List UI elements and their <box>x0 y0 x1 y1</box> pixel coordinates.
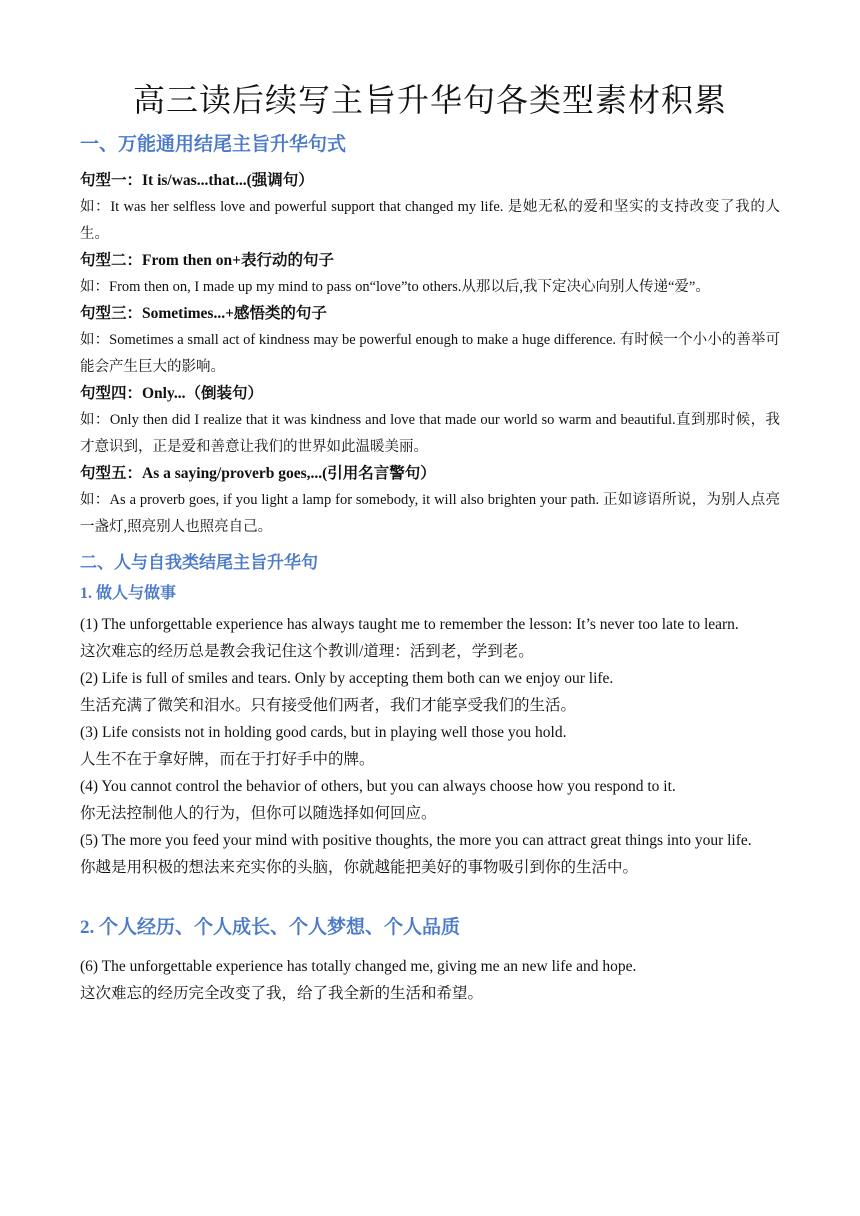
pattern-block <box>80 463 780 541</box>
list-item <box>80 611 780 665</box>
pattern-example: 如：From then on, I made up my mind to pass on“love”to others.从那以后,我下定决心向别人传递“爱”。 <box>80 279 710 295</box>
english-sentence: (6) The unforgettable experience has totally changed me, giving me an new life and hope. <box>80 958 637 975</box>
section2-heading: 二、人与自我类结尾主旨升华句 <box>80 553 318 572</box>
pattern-title: 句型二：From then on+表行动的句子 <box>80 252 334 269</box>
pattern-title: 句型四：Only...（倒装句） <box>80 385 264 402</box>
chinese-translation: 人生不在于拿好牌，而在于打好手中的牌。 <box>80 751 375 768</box>
english-sentence: (3) Life consists not in holding good cards, but in playing well those you hold. <box>80 724 567 741</box>
subsection1-heading: 1. 做人与做事 <box>80 585 177 602</box>
document-page <box>80 78 780 1007</box>
pattern-example: 如：Sometimes a small act of kindness may be powerful enough to make a huge difference. 有时候一个小小的善举可能会产生巨大的影响。 <box>80 332 780 375</box>
pattern-example: 如：As a proverb goes, if you light a lamp for somebody, it will also brighten your path. 正如谚语所说，为别人点亮一盏灯,照亮别人也照亮自己。 <box>80 492 780 535</box>
chinese-translation: 你越是用积极的想法来充实你的头脑，你就越能把美好的事物吸引到你的生活中。 <box>80 859 639 876</box>
chinese-translation: 你无法控制他人的行为，但你可以随选择如何回应。 <box>80 805 437 822</box>
list-item <box>80 773 780 827</box>
section1-heading: 一、万能通用结尾主旨升华句式 <box>80 134 347 155</box>
chinese-translation: 这次难忘的经历总是教会我记住这个教训/道理：活到老，学到老。 <box>80 643 534 660</box>
page-title: 高三读后续写主旨升华句各类型素材积累 <box>132 82 727 118</box>
english-sentence: (4) You cannot control the behavior of others, but you can always choose how you respond to it. <box>80 778 676 795</box>
list-item <box>80 827 780 881</box>
subsection2-heading: 2. 个人经历、个人成长、个人梦想、个人品质 <box>80 917 461 938</box>
pattern-example: 如：It was her selfless love and powerful support that changed my life. 是她无私的爱和坚实的支持改变了我的人生。 <box>80 199 780 242</box>
pattern-example: 如：Only then did I realize that it was kindness and love that made our world so warm and beautiful.直到那时候，我才意识到，正是爱和善意让我们的世界如此温暖美丽。 <box>80 412 780 455</box>
pattern-title: 句型三：Sometimes...+感悟类的句子 <box>80 305 327 322</box>
english-sentence: (2) Life is full of smiles and tears. Only by accepting them both can we enjoy our life. <box>80 670 614 687</box>
pattern-block <box>80 383 780 461</box>
pattern-block <box>80 170 780 248</box>
list-item <box>80 953 780 1007</box>
list-item <box>80 719 780 773</box>
english-sentence: (5) The more you feed your mind with positive thoughts, the more you can attract great things into your life. <box>80 832 752 849</box>
pattern-block <box>80 303 780 381</box>
chinese-translation: 生活充满了微笑和泪水。只有接受他们两者，我们才能享受我们的生活。 <box>80 697 577 714</box>
pattern-block <box>80 250 780 301</box>
pattern-title: 句型五：As a saying/proverb goes,...(引用名言警句） <box>80 465 436 482</box>
english-sentence: (1) The unforgettable experience has always taught me to remember the lesson: It’s never too late to learn. <box>80 616 739 633</box>
chinese-translation: 这次难忘的经历完全改变了我，给了我全新的生活和希望。 <box>80 985 484 1002</box>
list-item <box>80 665 780 719</box>
pattern-title: 句型一：It is/was...that...(强调句） <box>80 172 314 189</box>
